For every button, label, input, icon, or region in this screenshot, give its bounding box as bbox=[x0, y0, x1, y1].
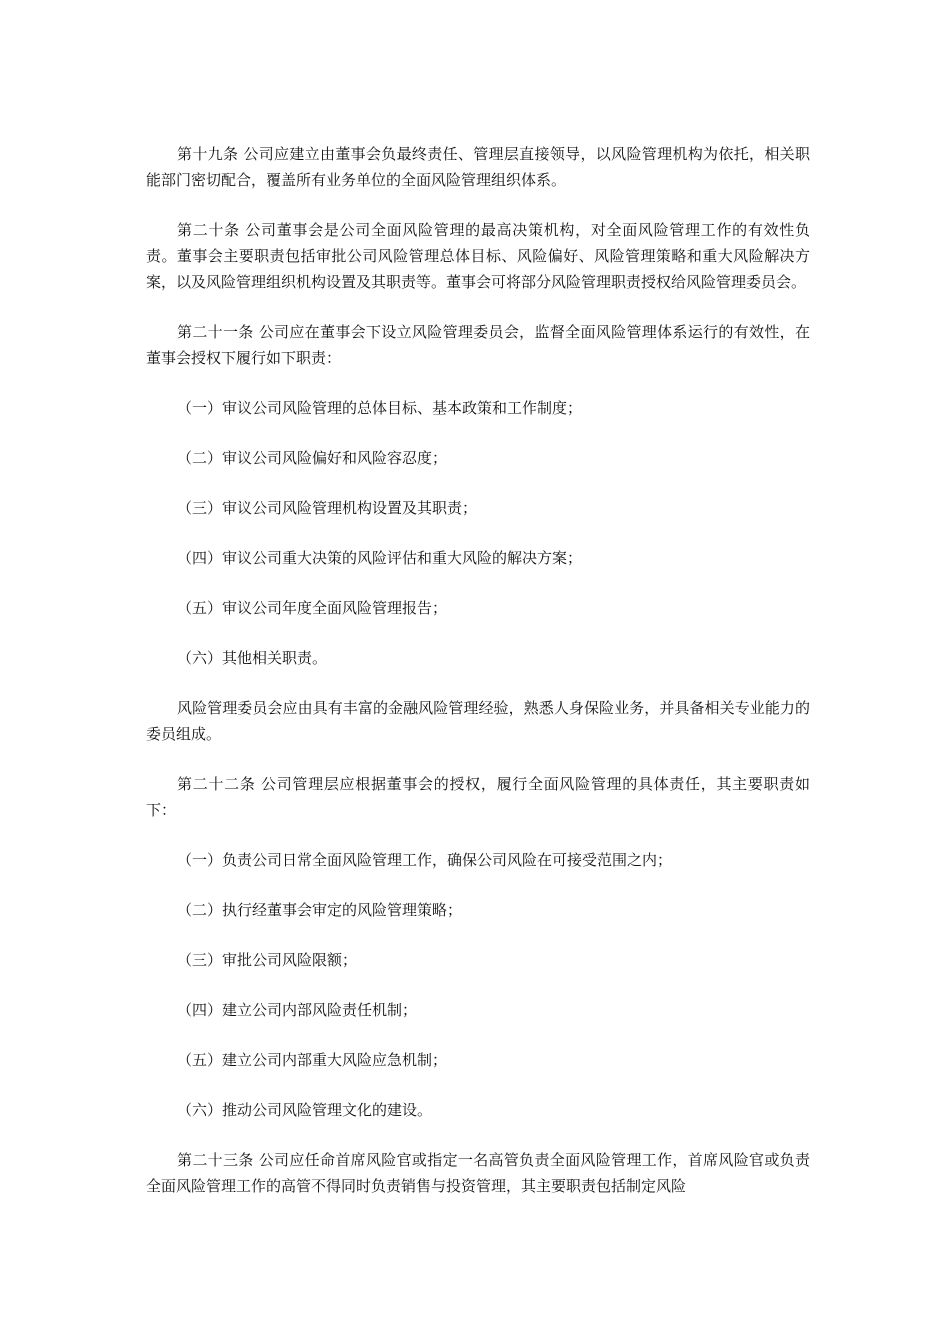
article-22-item-1: （一）负责公司日常全面风险管理工作，确保公司风险在可接受范围之内； bbox=[177, 851, 673, 869]
article-22-item-5: （五）建立公司内部重大风险应急机制； bbox=[177, 1051, 448, 1069]
article-21-paragraph: 第二十一条 公司应在董事会下设立风险管理委员会，监督全面风险管理体系运行的有效性，在董事会授权下履行如下职责： bbox=[146, 323, 810, 367]
document-page bbox=[146, 141, 810, 1223]
article-21-item-2: （二）审议公司风险偏好和风险容忍度； bbox=[177, 449, 448, 467]
article-21-item-4: （四）审议公司重大决策的风险评估和重大风险的解决方案； bbox=[177, 549, 583, 567]
article-19-paragraph: 第十九条 公司应建立由董事会负最终责任、管理层直接领导，以风险管理机构为依托，相关职能部门密切配合，覆盖所有业务单位的全面风险管理组织体系。 bbox=[146, 145, 810, 189]
article-21-item-3: （三）审议公司风险管理机构设置及其职责； bbox=[177, 499, 478, 517]
article-22-paragraph: 第二十二条 公司管理层应根据董事会的授权，履行全面风险管理的具体责任，其主要职责如下： bbox=[146, 775, 810, 819]
article-21-item-6: （六）其他相关职责。 bbox=[177, 649, 328, 667]
article-22-item-4: （四）建立公司内部风险责任机制； bbox=[177, 1001, 418, 1019]
article-22-item-3: （三）审批公司风险限额； bbox=[177, 951, 358, 969]
article-22-item-2: （二）执行经董事会审定的风险管理策略； bbox=[177, 901, 463, 919]
article-21-item-1: （一）审议公司风险管理的总体目标、基本政策和工作制度； bbox=[177, 399, 583, 417]
article-20-paragraph: 第二十条 公司董事会是公司全面风险管理的最高决策机构，对全面风险管理工作的有效性负责。董事会主要职责包括审批公司风险管理总体目标、风险偏好、风险管理策略和重大风险解决方案，以及风险管理组织机构设置及其职责等。董事会可将部分风险管理职责授权给风险管理委员会。 bbox=[146, 221, 810, 291]
article-21-item-5: （五）审议公司年度全面风险管理报告； bbox=[177, 599, 448, 617]
article-23-paragraph: 第二十三条 公司应任命首席风险官或指定一名高管负责全面风险管理工作，首席风险官或负责全面风险管理工作的高管不得同时负责销售与投资管理，其主要职责包括制定风险 bbox=[146, 1151, 810, 1195]
committee-composition-paragraph: 风险管理委员会应由具有丰富的金融风险管理经验，熟悉人身保险业务，并具备相关专业能力的委员组成。 bbox=[146, 699, 810, 743]
article-22-item-6: （六）推动公司风险管理文化的建设。 bbox=[177, 1101, 433, 1119]
